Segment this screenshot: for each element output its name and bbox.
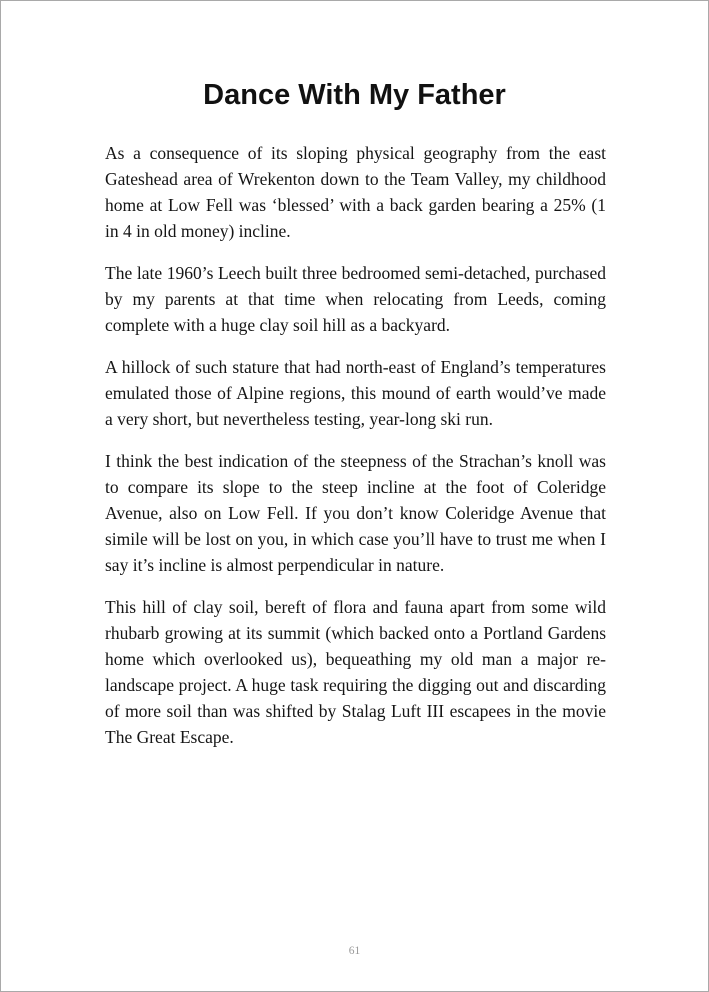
page-title: Dance With My Father bbox=[203, 79, 506, 111]
page-number: 61 bbox=[348, 945, 361, 957]
paragraph: As a consequence of its sloping physical geography from the east Gateshead area of Wrekenton down to the Team Valley, my childhood home at Low Fell was ‘blessed’ with a back garden bearing a 25% (1 in 4 in old money) incline. bbox=[105, 143, 606, 241]
paragraph: The late 1960’s Leech built three bedroomed semi-detached, purchased by my parents at that time when relocating from Leeds, coming complete with a huge clay soil hill as a backyard. bbox=[105, 263, 606, 335]
page-content bbox=[105, 140, 606, 750]
paragraph: This hill of clay soil, bereft of flora and fauna apart from some wild rhubarb growing at its summit (which backed onto a Portland Gardens home which overlooked us), bequeathing my old man a major re-landscape project. A huge task requiring the digging out and discarding of more soil than was shifted by Stalag Luft III escapees in the movie The Great Escape. bbox=[105, 597, 606, 747]
paragraph: I think the best indication of the steepness of the Strachan’s knoll was to compare its slope to the steep incline at the foot of Coleridge Avenue, also on Low Fell. If you don’t know Coleridge Avenue that simile will be lost on you, in which case you’ll have to trust me when I say it’s incline is almost perpendicular in nature. bbox=[105, 451, 606, 575]
paragraph: A hillock of such stature that had north-east of England’s temperatures emulated those of Alpine regions, this mound of earth would’ve made a very short, but nevertheless testing, year-long ski run. bbox=[105, 357, 606, 429]
